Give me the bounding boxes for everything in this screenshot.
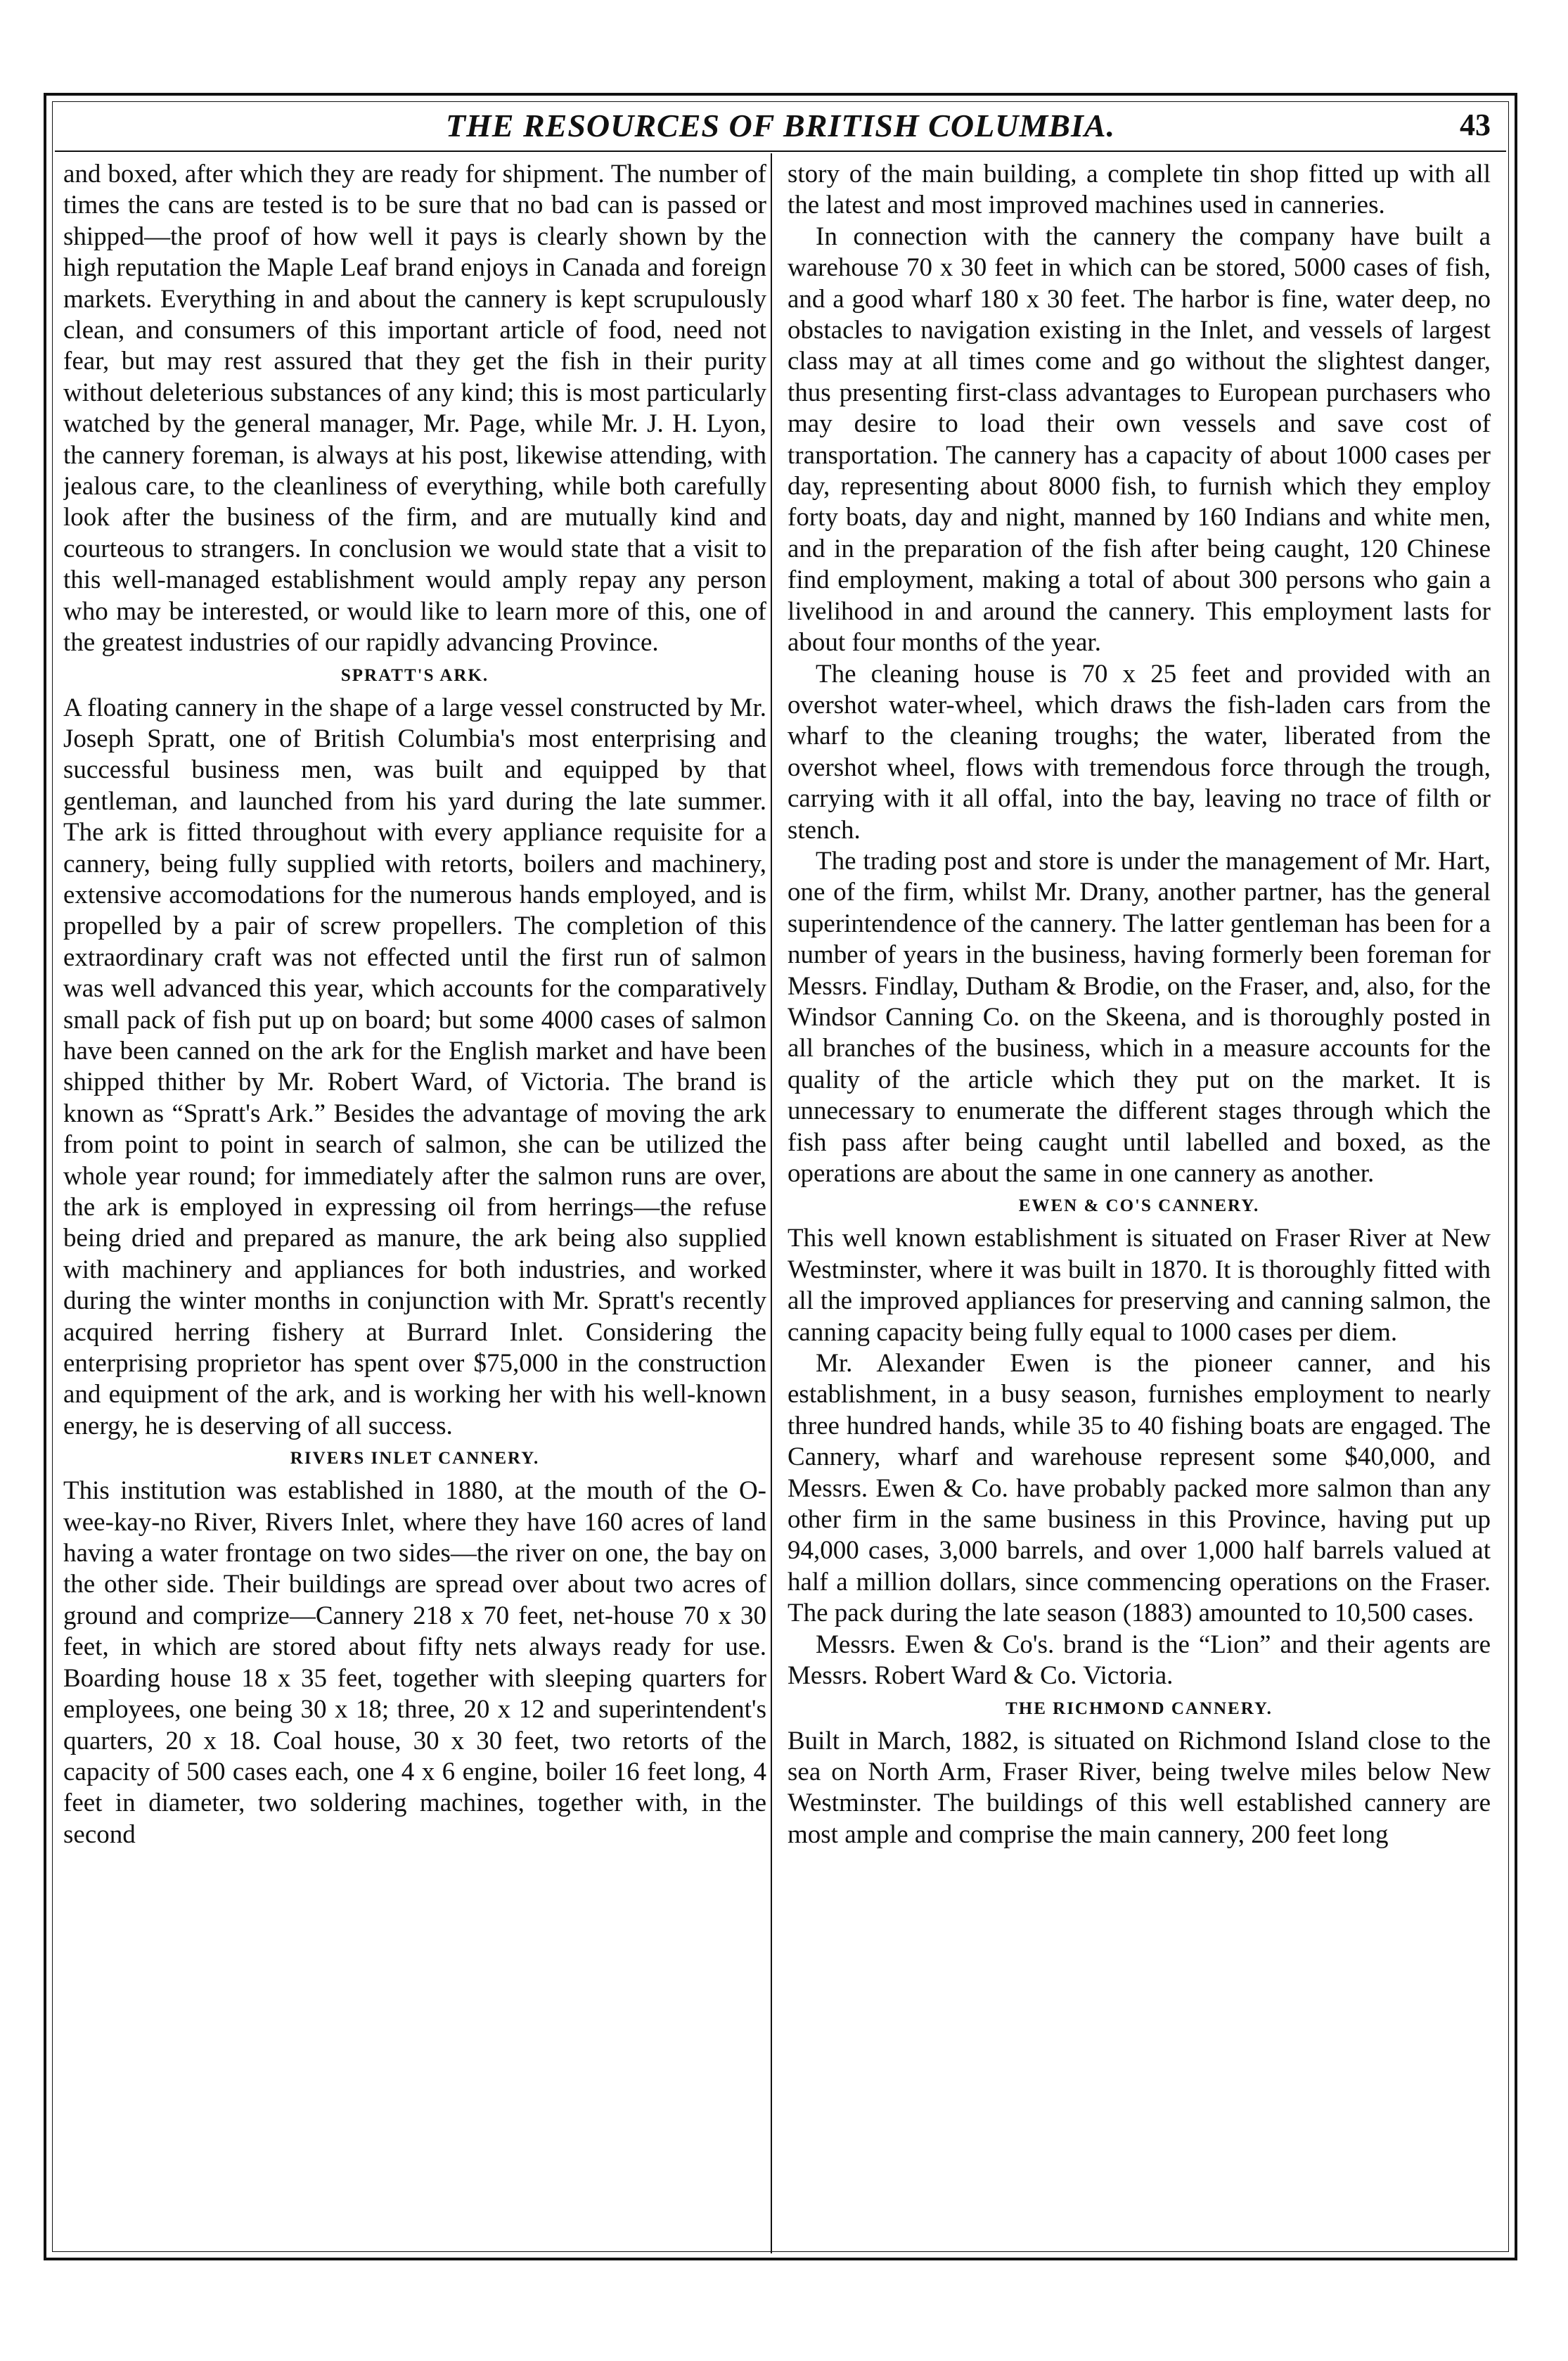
paragraph-cleaning-house: The cleaning house is 70 x 25 feet and provided with an overshot water-wheel, which draws the fish-laden cars from the wharf to the cleaning troughs; the water, liberated from the overshot wheel, flows with tremendous force through the trough, carrying with it all offal, into the bay, leaving no trace of filth or stench. xyxy=(788,659,1491,845)
header-rule xyxy=(55,151,1506,152)
section-heading-ewen: EWEN & CO'S CANNERY. xyxy=(1018,1196,1260,1216)
paragraph-tin-shop: story of the main building, a complete tin shop fitted up with all the latest and most improved machines used in canneries. xyxy=(788,160,1491,220)
section-heading-richmond: THE RICHMOND CANNERY. xyxy=(1005,1698,1273,1718)
paragraph-warehouse: In connection with the cannery the company have built a warehouse 70 x 30 feet in which can be stored, 5000 cases of fish, and a good wharf 180 x 30 feet. The harbor is fine, water deep, no obstacles to navigation existing in the Inlet, and vessels of largest class may at all times come and go without the slightest danger, thus presenting first-class advantages to European purchasers who may desire to load their own vessels and save cost of transportation. The cannery has a capacity of about 1000 cases per day, representing about 8000 fish, to furnish which they employ forty boats, day and night, manned by 160 Indians and white men, and in the preparation of the fish after being caught, 120 Chinese find employment, making a total of about 300 persons who gain a livelihood in and around the cannery. This employment lasts for about four months of the year. xyxy=(788,222,1491,658)
paragraph-spratts-ark: A floating cannery in the shape of a large vessel constructed by Mr. Joseph Spratt, one of British Columbia's most enterprising and successful business men, was built and equipped by that gentleman, and launched from his yard during the late summer. The ark is fitted throughout with every appliance requisite for a cannery, being fully supplied with retorts, boilers and machinery, extensive accomodations for the numerous hands employed, and is propelled by a pair of screw propellers. The completion of this extraordinary craft was not effected until the first run of salmon was well advanced this year, which accounts for the comparatively small pack of fish put up on board; but some 4000 cases of salmon have been canned on the ark for the English market and have been shipped thither by Mr. Robert Ward, of Victoria. The brand is known as “Spratt's Ark.” Besides the advantage of moving the ark from point to point in search of salmon, she can be utilized the whole year round; for immediately after the salmon runs are over, the ark is employed in expressing oil from herrings—the refuse being dried and prepared as manure, the ark being also supplied with machinery and appliances for both industries, and worked during the winter months in conjunction with Mr. Spratt's recently acquired herring fishery at Burrard Inlet. Considering the enterprising proprietor has spent over $75,000 in the construction and equipment of the ark, and is working her with his well-known energy, he is deserving of all success. xyxy=(63,693,766,1440)
column-divider xyxy=(771,153,772,2253)
section-heading-rivers-inlet: RIVERS INLET CANNERY. xyxy=(290,1449,540,1469)
right-column xyxy=(788,159,1491,2255)
paragraph-ewen-brand: Messrs. Ewen & Co's. brand is the “Lion” and their agents are Messrs. Robert Ward & Co. Victoria. xyxy=(788,1630,1491,1691)
left-column xyxy=(63,159,766,2255)
running-header xyxy=(49,103,1512,149)
paragraph-boxed: and boxed, after which they are ready for shipment. The number of times the cans are tested is to be sure that no bad can is passed or shipped—the proof of how well it pays is clearly shown by the high reputation the Maple Leaf brand enjoys in Canada and foreign markets. Everything in and about the cannery is kept scrupulously clean, and consumers of this important article of food, need not fear, but may rest assured that they get the fish in their purity without deleterious substances of any kind; this is most particularly watched by the general manager, Mr. Page, while Mr. J. H. Lyon, the cannery foreman, is always at his post, likewise attending, with jealous care, to the cleanliness of everything, while both carefully look after the business of the firm, and are mutually kind and courteous to strangers. In conclusion we would state that a visit to this well-managed establishment would amply repay any person who may be interested, or would like to learn more of this, one of the greatest industries of our rapidly advancing Province. xyxy=(63,160,766,658)
paragraph-trading-post: The trading post and store is under the management of Mr. Hart, one of the firm, whilst Mr. Drany, another partner, has the general superintendence of the cannery. The latter gentleman has been for a number of years in the business, having formerly been foreman for Messrs. Findlay, Dutham & Brodie, on the Fraser, and, also, for the Windsor Canning Co. on the Skeena, and is thoroughly posted in all branches of the business, which in a measure accounts for the quality of the article which they put on the market. It is unnecessary to enumerate the different stages through which the fish pass after being caught until labelled and boxed, as the operations are about the same in one cannery as another. xyxy=(788,846,1491,1188)
page-number: 43 xyxy=(1460,108,1491,142)
section-heading-spratts-ark: SPRATT'S ARK. xyxy=(340,665,489,685)
paragraph-rivers-inlet: This institution was established in 1880, at the mouth of the O-wee-kay-no River, Rivers Inlet, where they have 160 acres of land having a water frontage on two sides—the river on one, the bay on the other side. Their buildings are spread over about two acres of ground and comprize—Cannery 218 x 70 feet, net-house 70 x 30 feet, in which are stored about fifty nets always ready for use. Boarding house 18 x 35 feet, together with sleeping quarters for employees, one being 30 x 18; three, 20 x 12 and superintendent's quarters, 20 x 18. Coal house, 30 x 30 feet, two retorts of the capacity of 500 cases each, one 4 x 6 engine, boiler 16 feet long, 4 feet in diameter, two soldering machines, together with, in the second xyxy=(63,1476,766,1849)
paragraph-ewen-establishment: This well known establishment is situated on Fraser River at New Westminster, where it was built in 1870. It is thoroughly fitted with all the improved appliances for preserving and canning salmon, the canning capacity being fully equal to 1000 cases per diem. xyxy=(788,1224,1491,1347)
paragraph-ewen-pioneer: Mr. Alexander Ewen is the pioneer canner, and his establishment, in a busy season, furnishes employment to nearly three hundred hands, while 35 to 40 fishing boats are engaged. The Cannery, wharf and warehouse represent some $40,000, and Messrs. Ewen & Co. have probably packed more salmon than any other firm in the same business in this Province, having put up 94,000 cases, 3,000 barrels, and over 1,000 half barrels valued at half a million dollars, since commencing operations on the Fraser. The pack during the late season (1883) amounted to 10,500 cases. xyxy=(788,1349,1491,1628)
paragraph-richmond: Built in March, 1882, is situated on Richmond Island close to the sea on North Arm, Fraser River, being twelve miles below New Westminster. The buildings of this well established cannery are most ample and comprise the main cannery, 200 feet long xyxy=(788,1726,1491,1849)
page-title: THE RESOURCES OF BRITISH COLUMBIA. xyxy=(445,108,1116,143)
